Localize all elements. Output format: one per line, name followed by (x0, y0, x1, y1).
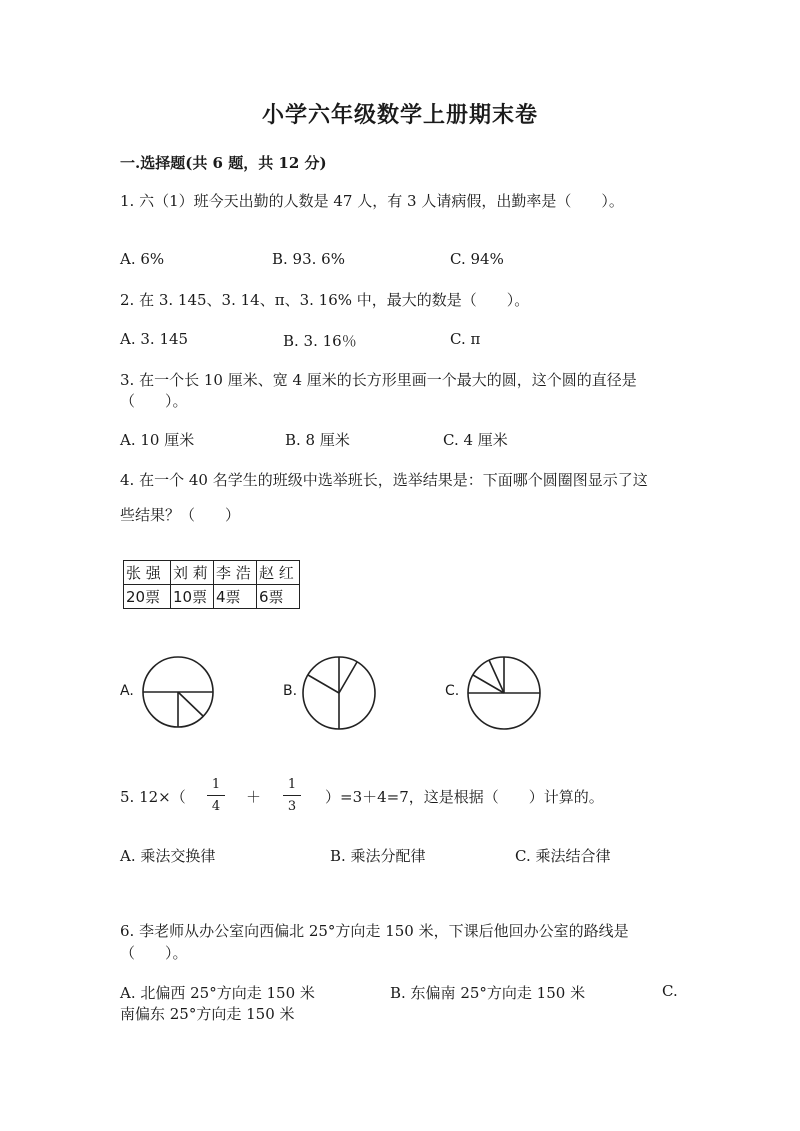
question-4-option-b-label[interactable]: B. (283, 683, 298, 699)
fraction-denominator: 4 (211, 799, 221, 814)
vote-table (123, 560, 300, 609)
question-1-option-c[interactable]: C. 94% (450, 250, 504, 268)
fraction-numerator: 1 (211, 777, 221, 792)
fraction-one-quarter (207, 777, 225, 814)
pie-b-divider (308, 675, 339, 693)
question-4-text-line2: 些结果？（ ） (120, 506, 241, 524)
question-6-text-line2: （ ）。 (120, 944, 188, 962)
pie-chart-a[interactable] (138, 652, 218, 732)
question-6-text-line1: 6. 李老师从办公室向西偏北 25°方向走 150 米，下课后他回办公室的路线是 (120, 922, 629, 940)
question-2-option-c[interactable]: C. π (450, 330, 481, 348)
vote-table-cell: 李 浩 (214, 561, 257, 585)
vote-table-cell: 4票 (214, 585, 257, 609)
question-3-option-a[interactable]: A. 10 厘米 (120, 431, 195, 449)
fraction-one-third (283, 777, 301, 814)
pie-a-divider (178, 692, 203, 716)
fraction-bar (283, 795, 301, 796)
vote-table-cell: 张 强 (124, 561, 171, 585)
question-1-option-a[interactable]: A. 6% (120, 250, 165, 268)
fraction-numerator: 1 (287, 777, 297, 792)
question-5-option-a[interactable]: A. 乘法交换律 (120, 847, 216, 865)
vote-table-cell: 6票 (257, 585, 300, 609)
question-6-option-c-text[interactable]: 南偏东 25°方向走 150 米 (120, 1005, 295, 1023)
vote-table-cell: 20票 (124, 585, 171, 609)
question-3-option-b[interactable]: B. 8 厘米 (285, 431, 350, 449)
question-4-option-c-label[interactable]: C. (445, 683, 460, 699)
vote-table-cell: 刘 莉 (171, 561, 214, 585)
question-1-text: 1. 六（1）班今天出勤的人数是 47 人，有 3 人请病假，出勤率是（ ）。 (120, 192, 624, 210)
fraction-bar (207, 795, 225, 796)
fraction-denominator: 3 (287, 799, 297, 814)
question-5-suffix: ）=3＋4=7，这是根据（ ）计算的。 (325, 788, 604, 806)
plus-sign: ＋ (246, 788, 262, 806)
question-2-option-b[interactable]: B. 3. 16％ (283, 332, 357, 350)
pie-chart-b[interactable] (298, 652, 380, 734)
question-2-text: 2. 在 3. 145、3. 14、π、3. 16% 中，最大的数是（ ）。 (120, 291, 530, 309)
question-2-option-a[interactable]: A. 3. 145 (120, 330, 189, 348)
question-4-text-line1: 4. 在一个 40 名学生的班级中选举班长，选举结果是：下面哪个圆圈图显示了这 (120, 471, 648, 489)
pie-b-divider (339, 662, 357, 693)
page-title: 小学六年级数学上册期末卷 (261, 102, 538, 128)
question-6-option-b[interactable]: B. 东偏南 25°方向走 150 米 (390, 984, 586, 1002)
question-6-option-c-label[interactable]: C. (662, 982, 678, 1000)
question-3-text-line1: 3. 在一个长 10 厘米、宽 4 厘米的长方形里画一个最大的圆，这个圆的直径是 (120, 371, 637, 389)
pie-chart-c[interactable] (463, 652, 545, 734)
question-5-prefix: 5. 12×（ (120, 788, 186, 806)
question-6-option-a[interactable]: A. 北偏西 25°方向走 150 米 (120, 984, 315, 1002)
question-3-text-line2: （ ）。 (120, 392, 188, 410)
question-4-option-a-label[interactable]: A. (120, 683, 134, 699)
vote-table-cell: 赵 红 (257, 561, 300, 585)
question-5-option-c[interactable]: C. 乘法结合律 (515, 847, 611, 865)
vote-table-votes-row (124, 585, 300, 609)
question-5-option-b[interactable]: B. 乘法分配律 (330, 847, 426, 865)
question-3-option-c[interactable]: C. 4 厘米 (443, 431, 508, 449)
section-heading: 一.选择题(共 6 题，共 12 分) (120, 154, 327, 172)
vote-table-cell: 10票 (171, 585, 214, 609)
question-1-option-b[interactable]: B. 93. 6% (272, 250, 345, 268)
vote-table-names-row (124, 561, 300, 585)
